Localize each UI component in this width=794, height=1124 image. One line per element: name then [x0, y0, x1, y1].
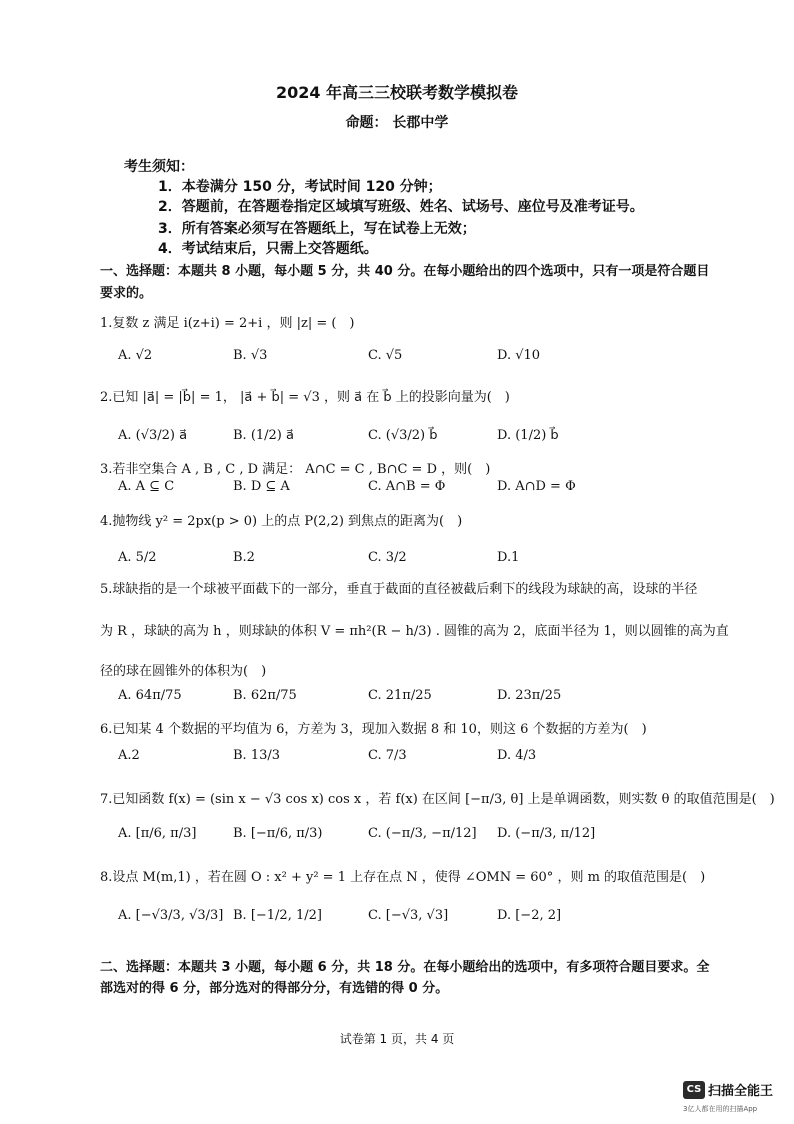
scanner-logo-icon: CS [683, 1081, 705, 1099]
question-1-option-b: B. √3 [233, 348, 268, 363]
question-5-option-d: D. 23π/25 [497, 688, 562, 703]
question-6-option-d: D. 4/3 [497, 748, 537, 763]
question-5-option-a: A. 64π/75 [118, 688, 182, 703]
question-8-stem: 8.设点 M(m,1) ，若在圆 O : x² + y² = 1 上存在点 N ，使得 ∠OMN = 60° ，则 m 的取值范围是( ) [100, 870, 706, 885]
exam-author: 命题： 长郡中学 [345, 115, 449, 131]
question-4-option-a: A. 5/2 [118, 550, 157, 565]
question-8-option-c: C. [−√3, √3] [368, 908, 449, 923]
question-7-option-c: C. (−π/3, −π/12] [368, 826, 477, 841]
question-2-option-b: B. (1/2) a⃗ [233, 428, 294, 443]
scanner-tagline: 3亿人都在用的扫描App [683, 1105, 758, 1113]
section-1-heading-cont: 要求的。 [100, 286, 153, 301]
question-6-option-b: B. 13/3 [233, 748, 281, 763]
question-2-stem: 2.已知 |a⃗| = |b⃗| = 1， |a⃗ + b⃗| = √3 ，则 a⃗ 在 b⃗ 上的投影向量为( ) [100, 390, 510, 405]
section-2-heading: 二、选择题：本题共 3 小题，每小题 6 分，共 18 分。在每小题给出的选项中，有多项符合题目要求。全 [100, 960, 710, 975]
question-7-option-d: D. (−π/3, π/12] [497, 826, 596, 841]
notice-item: 1．本卷满分 150 分，考试时间 120 分钟； [158, 179, 442, 195]
question-8-option-d: D. [−2, 2] [497, 908, 562, 923]
question-2-option-a: A. (√3/2) a⃗ [118, 428, 188, 443]
question-4-option-d: D.1 [497, 550, 520, 565]
question-6-option-c: C. 7/3 [368, 748, 407, 763]
question-5-option-b: B. 62π/75 [233, 688, 297, 703]
notice-heading: 考生须知： [124, 159, 194, 175]
question-2-option-c: C. (√3/2) b⃗ [368, 428, 438, 443]
question-6-stem: 6.已知某 4 个数据的平均值为 6，方差为 3，现加入数据 8 和 10，则这 6 个数据的方差为( ) [100, 722, 647, 737]
notice-item: 3．所有答案必须写在答题纸上，写在试卷上无效； [158, 221, 476, 237]
question-3-option-b: B. D ⊆ A [233, 479, 290, 494]
page-footer: 试卷第 1 页，共 4 页 [339, 1032, 455, 1046]
question-5-stem-line: 径的球在圆锥外的体积为( ) [100, 664, 267, 679]
question-6-option-a: A.2 [118, 748, 140, 763]
question-4-stem: 4.抛物线 y² = 2px(p > 0) 上的点 P(2,2) 到焦点的距离为( ) [100, 514, 463, 529]
question-3-option-c: C. A∩B = Φ [368, 479, 446, 494]
question-1-option-c: C. √5 [368, 348, 403, 363]
question-2-option-d: D. (1/2) b⃗ [497, 428, 559, 443]
question-4-option-b: B.2 [233, 550, 255, 565]
question-1-option-a: A. √2 [118, 348, 153, 363]
notice-item: 4．考试结束后，只需上交答题纸。 [158, 241, 378, 257]
scanner-watermark [683, 1080, 773, 1099]
exam-title: 2024 年高三三校联考数学模拟卷 [275, 83, 519, 102]
section-1-heading: 一、选择题：本题共 8 小题，每小题 5 分，共 40 分。在每小题给出的四个选项中，只有一项是符合题目 [100, 264, 710, 279]
question-8-option-a: A. [−√3/3, √3/3] [118, 908, 224, 923]
notice-item: 2．答题前，在答题卷指定区域填写班级、姓名、试场号、座位号及准考证号。 [158, 199, 644, 215]
question-3-option-d: D. A∩D = Φ [497, 479, 576, 494]
question-1-option-d: D. √10 [497, 348, 541, 363]
question-5-stem-line: 为 R ，球缺的高为 h ，则球缺的体积 V = πh²(R − h/3) . 圆锥的高为 2，底面半径为 1，则以圆锥的高为直 [100, 624, 729, 639]
question-8-option-b: B. [−1/2, 1/2] [233, 908, 322, 923]
question-7-option-a: A. [π/6, π/3] [118, 826, 197, 841]
question-5-option-c: C. 21π/25 [368, 688, 432, 703]
question-3-stem: 3.若非空集合 A , B , C , D 满足： A∩C = C , B∩C = D ，则( ) [100, 462, 491, 477]
question-1-stem: 1.复数 z 满足 i(z+i) = 2+i ，则 |z| = ( ) [100, 316, 355, 331]
question-4-option-c: C. 3/2 [368, 550, 407, 565]
question-5-stem-line: 5.球缺指的是一个球被平面截下的一部分，垂直于截面的直径被截后剩下的线段为球缺的高，设球的半径 [100, 582, 698, 597]
question-3-option-a: A. A ⊆ C [118, 479, 175, 494]
scanner-app-name: 扫描全能王 [708, 1084, 774, 1099]
section-2-heading-cont: 部选对的得 6 分，部分选对的得部分分，有选错的得 0 分。 [100, 981, 449, 996]
question-7-stem: 7.已知函数 f(x) = (sin x − √3 cos x) cos x ，若 f(x) 在区间 [−π/3, θ] 上是单调函数，则实数 θ 的取值范围是( ) [100, 792, 775, 807]
question-7-option-b: B. [−π/6, π/3) [233, 826, 323, 841]
